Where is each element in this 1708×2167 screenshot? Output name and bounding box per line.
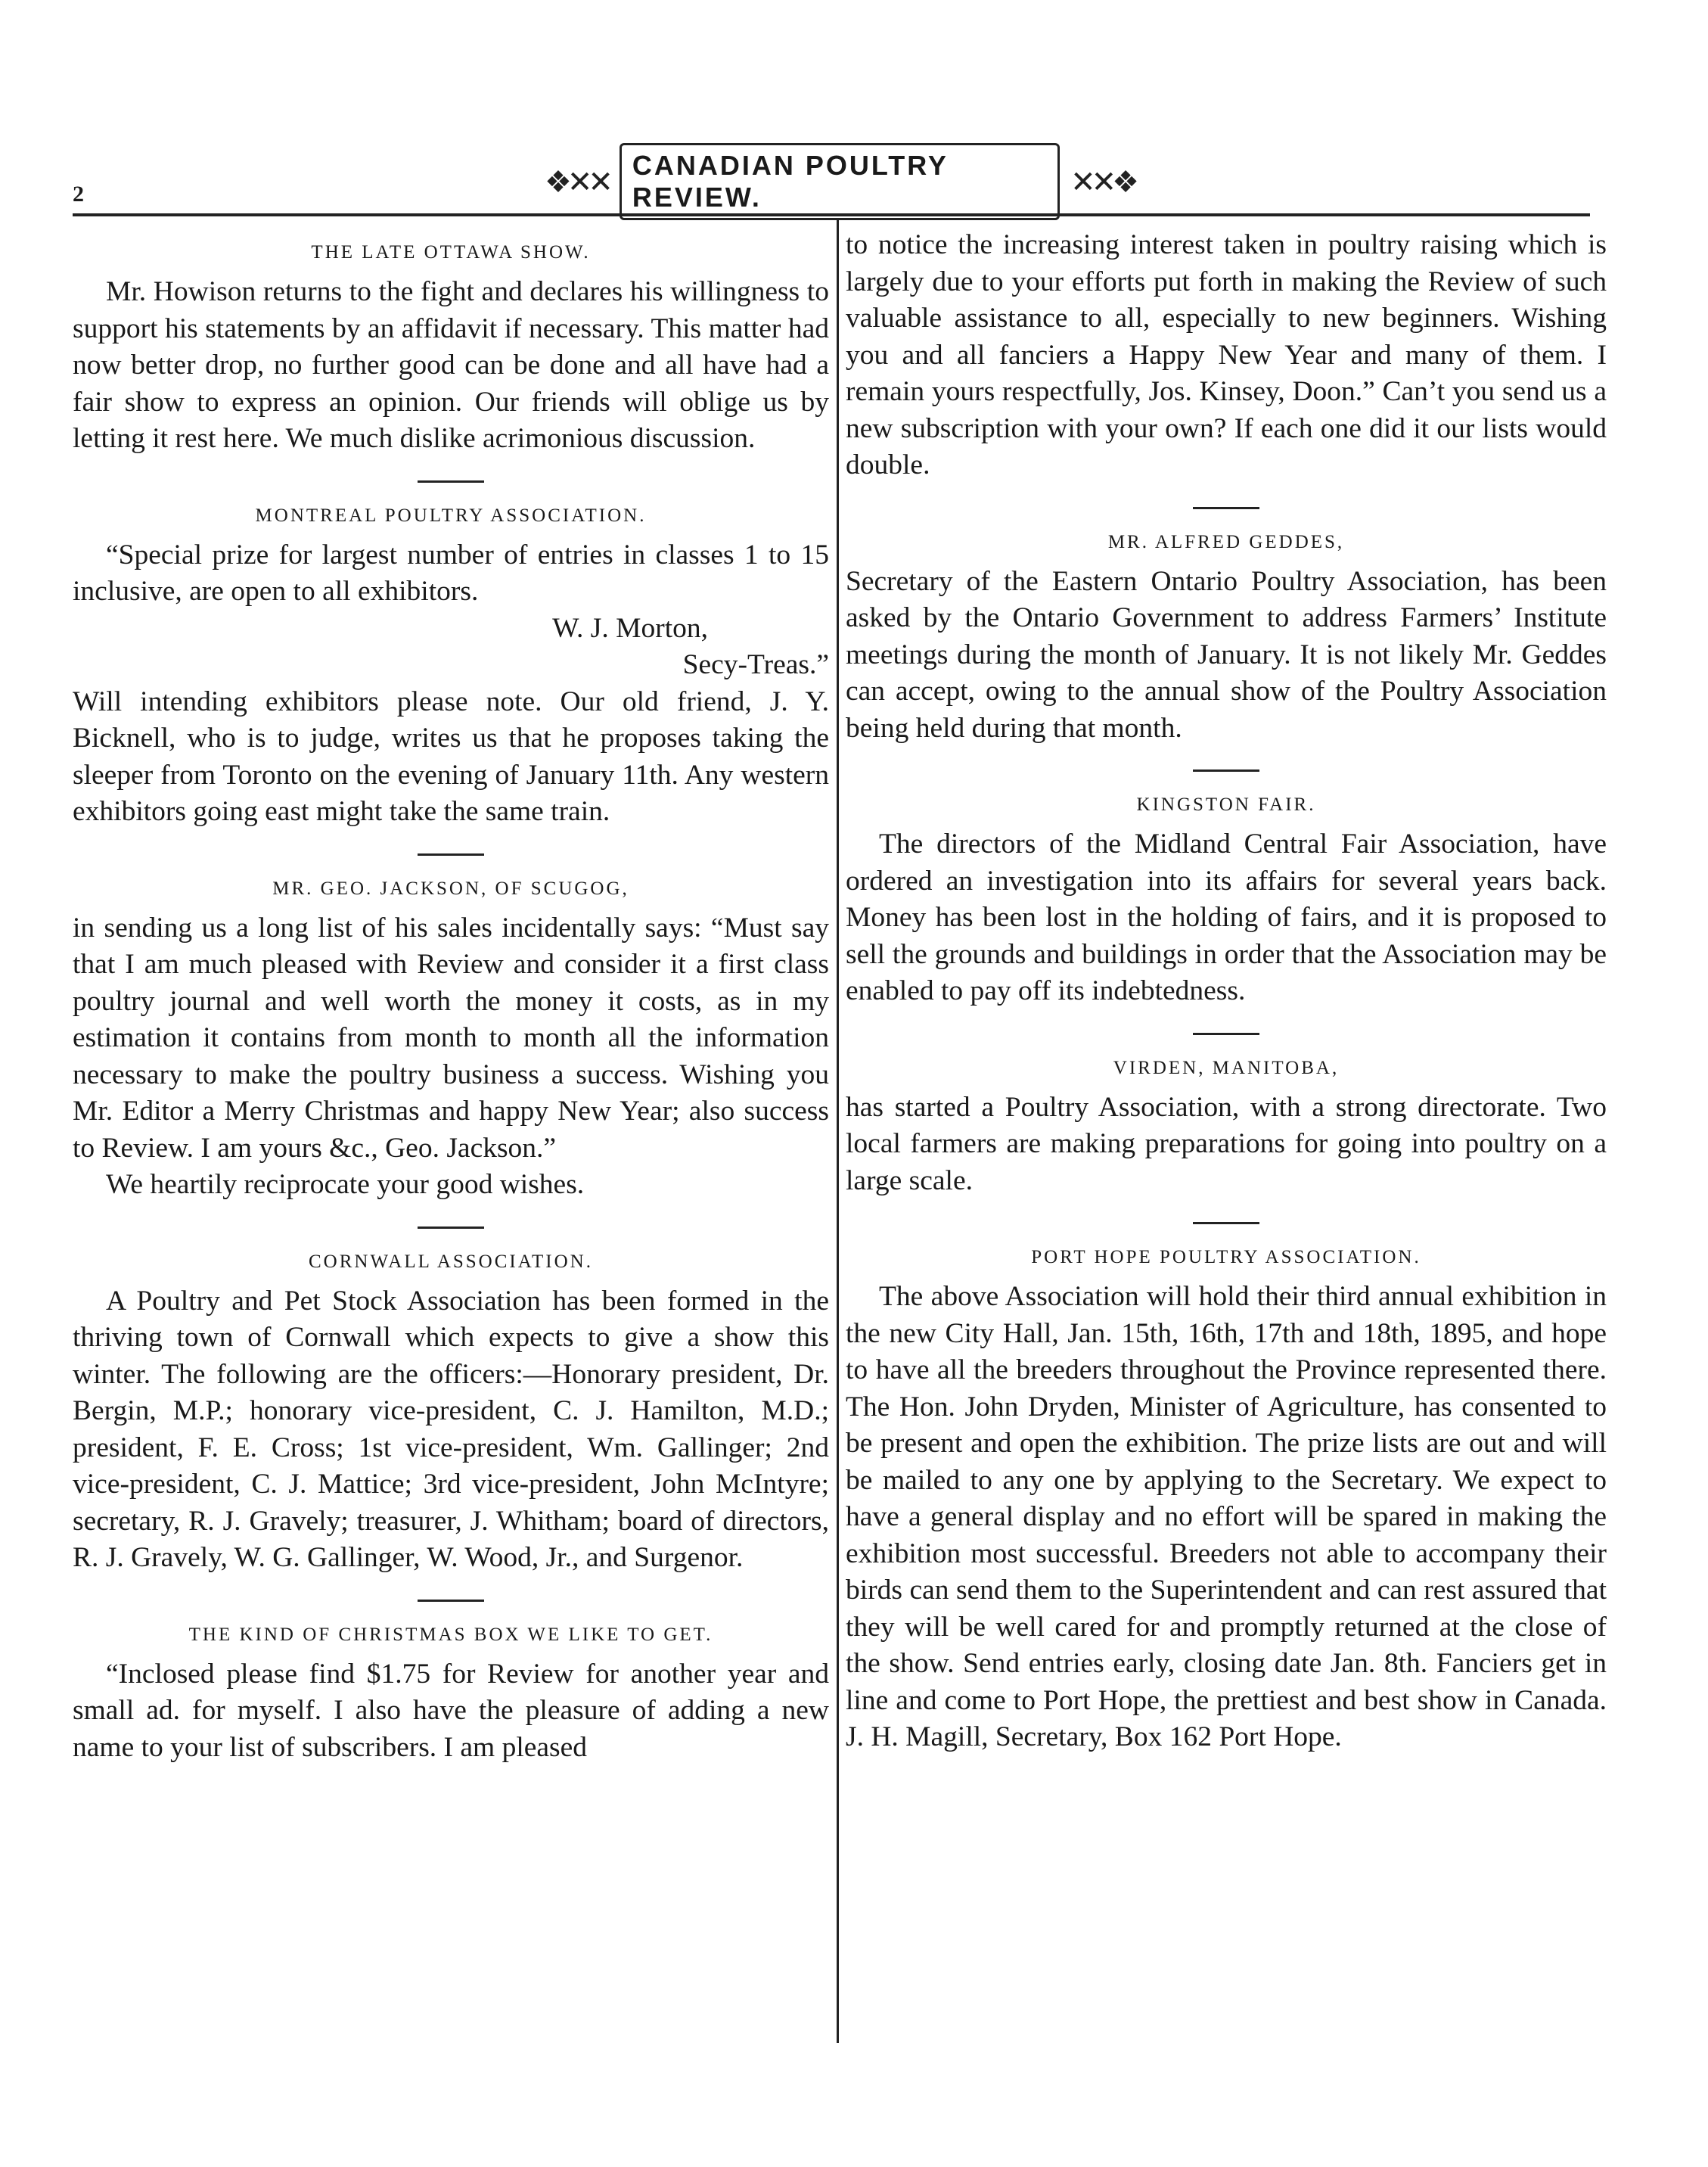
article-paragraph: The above Association will hold their third annual exhibition in the new City Hall, Jan. 15th, 16th, 17th and 18th, 1895, and hope to have all the breeders throughout the Province represented there. The Hon. John Dryden, Minister of Agriculture, has consented to be present and open the exhibition. The prize lists are out and will be mailed to any one by applying to the Secretary. We expect to have a general display and no effort will be spared in making the exhibition most successful. Breeders not able to accompany their birds can send them to the Superintendent and can rest assured that they will be well cared for and promptly returned at the close of the show. Send entries early, closing date Jan. 8th. Fanciers get in line and come to Port Hope, the prettiest and best show in Canada. J. H. Magill, Secretary, Box 162 Port Hope.	[846, 1281, 1607, 1752]
left-scroll-ornament-icon: ❖✕✕	[545, 164, 609, 199]
section-divider	[1193, 1222, 1259, 1224]
article-heading: THE KIND OF CHRISTMAS BOX WE LIKE TO GET.	[188, 1624, 713, 1645]
article-heading: CORNWALL ASSOCIATION.	[309, 1251, 593, 1272]
article-paragraph: to notice the increasing interest taken in poultry raising which is largely due to your efforts put forth in making the Review of such valuable assistance to all, especially to new beginners. Wishing you and all fanciers a Happy New Year and many of them. I remain yours respectfully, Jos. Kinsey, Doon.” Can’t you send us a new subscription with your own? If each one did it our lists would double.	[846, 229, 1607, 480]
article-paragraph: Secretary of the Eastern Ontario Poultry Association, has been asked by the Ontario Government to address Farmers’ Institute meetings during the month of January. It is not likely Mr. Geddes can accept, owing to the annual show of the Poultry Association being held during that month.	[846, 565, 1607, 744]
article-paragraph: A Poultry and Pet Stock Association has been formed in the thriving town of Cornwall which expects to give a show this winter. The following are the officers:—Honorary president, Dr. Bergin, M.P.; honorary vice-president, C. J. Hamilton, M.D.; president, F. E. Cross; 1st vice-president, Wm. Gallinger; 2nd vice-president, C. J. Mattice; 3rd vice-president, John McIntyre; secretary, R. J. Gravely; treasurer, J. Whitham; board of directors, R. J. Gravely, W. G. Gallinger, W. Wood, Jr., and Surgenor.	[73, 1285, 829, 1573]
section-divider	[418, 480, 484, 483]
article-paragraph: Will intending exhibitors please note. Our old friend, J. Y. Bicknell, who is to judge, writes us that he proposes taking the sleeper from Toronto on the evening of January 11th. Any western exhibitors going east might take the same train.	[73, 686, 829, 827]
signature-title: Secy-Treas.”	[682, 649, 829, 680]
article-virden-manitoba	[846, 1058, 1607, 1200]
article-paragraph: Mr. Howison returns to the fight and declares his willingness to support his statements by an affidavit if necessary. This matter had now better drop, no further good can be done and all have had a fair show to express an opinion. Our friends will oblige us by letting it rest here. We much dislike acrimonious discussion.	[73, 276, 829, 454]
article-cornwall-association	[73, 1251, 829, 1577]
column-divider	[837, 219, 839, 2043]
article-paragraph: in sending us a long list of his sales incidentally says: “Must say that I am much pleased with Review and consider it a first class poultry journal and well worth the money it costs, as in my estimation it contains from month to month all the information necessary to make the poultry business a success. Wishing you Mr. Editor a Merry Christmas and happy New Year; also success to Review. I am yours &c., Geo. Jackson.”	[73, 912, 829, 1164]
section-divider	[1193, 769, 1259, 772]
article-kingston-fair	[846, 794, 1607, 1010]
article-paragraph: has started a Poultry Association, with a strong directorate. Two local farmers are making preparations for going into poultry on a large scale.	[846, 1091, 1607, 1196]
section-divider	[418, 1227, 484, 1229]
article-heading: MR. GEO. JACKSON, OF SCUGOG,	[272, 878, 629, 899]
journal-title: CANADIAN POULTRY REVIEW.	[620, 143, 1060, 220]
article-christmas-box	[73, 1624, 829, 1767]
article-port-hope-association	[846, 1247, 1607, 1756]
article-heading: MONTREAL POULTRY ASSOCIATION.	[255, 505, 647, 526]
right-column	[846, 227, 1607, 1756]
article-christmas-box-continued	[846, 227, 1607, 484]
article-heading: PORT HOPE POULTRY ASSOCIATION.	[1031, 1247, 1421, 1267]
section-divider	[418, 853, 484, 856]
article-heading: THE LATE OTTAWA SHOW.	[311, 242, 591, 263]
article-paragraph: “Inclosed please find $1.75 for Review for another year and small ad. for myself. I also have the pleasure of adding a new name to your list of subscribers. I am pleased	[73, 1658, 829, 1763]
signature-name: W. J. Morton,	[552, 612, 708, 644]
left-column	[73, 227, 829, 1766]
section-divider	[418, 1600, 484, 1602]
article-ottawa-show	[73, 242, 829, 458]
article-heading: MR. ALFRED GEDDES,	[1107, 531, 1345, 552]
article-heading: VIRDEN, MANITOBA,	[1113, 1057, 1340, 1078]
header-rule	[73, 213, 1590, 216]
section-divider	[1193, 507, 1259, 509]
article-alfred-geddes	[846, 532, 1607, 748]
page-number: 2	[73, 182, 84, 207]
article-paragraph: The directors of the Midland Central Fair Association, have ordered an investigation into its affairs for several years back. Money has been lost in the holding of fairs, and it is proposed to sell the grounds and buildings in order that the Association may be enabled to pay off its indebtedness.	[846, 829, 1607, 1006]
masthead	[545, 151, 1135, 212]
article-geo-jackson	[73, 878, 829, 1204]
article-paragraph: “Special prize for largest number of entries in classes 1 to 15 inclusive, are open to all exhibitors.	[73, 539, 829, 607]
article-heading: KINGSTON FAIR.	[1136, 794, 1316, 815]
section-divider	[1193, 1033, 1259, 1035]
right-scroll-ornament-icon: ✕✕❖	[1070, 164, 1135, 199]
article-montreal-association	[73, 505, 829, 831]
article-paragraph: We heartily reciprocate your good wishes.	[106, 1169, 585, 1200]
